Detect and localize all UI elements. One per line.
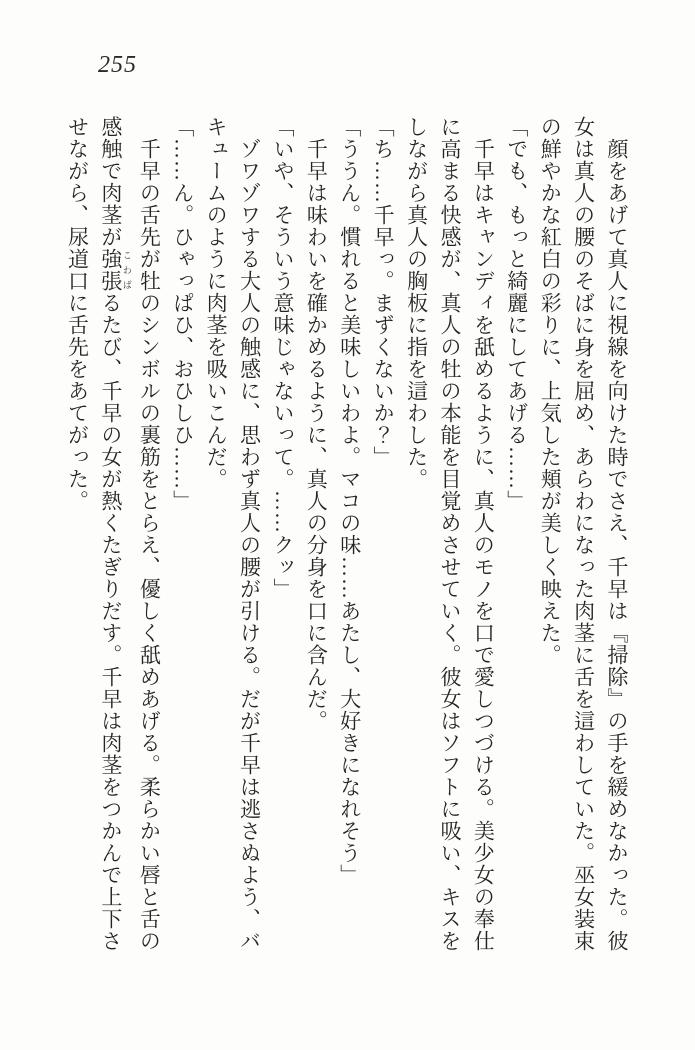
furigana: こわば bbox=[121, 248, 132, 292]
text-line: 女は真人の腰のそばに身を屈め、あらわになった肉茎に舌を這わしていた。巫女装束 bbox=[571, 116, 596, 952]
text-line: に高まる快感が、真人の牡の本能を目覚めさせていく。彼女はソフトに吸い、キスを bbox=[437, 116, 462, 952]
ruby-annotated-word: 強張 こわば bbox=[98, 248, 132, 292]
text-line: 「……ん。ひゃっぱひ、おひしひ……」 bbox=[170, 116, 195, 512]
text-line: 「でも、もっと綺麗にしてあげる……」 bbox=[504, 116, 529, 512]
text-line: 千早の舌先が牡のシンボルの裏筋をとらえ、優しく舐めあげる。柔らかい唇と舌の bbox=[137, 138, 162, 952]
text-line: ゾワゾワする大人の触感に、思わず真人の腰が引ける。だが千早は逃さぬよう、バ bbox=[237, 138, 262, 952]
text-line: せながら、尿道口に舌先をあてがった。 bbox=[65, 116, 90, 512]
text-line: 「いや、そういう意味じゃないって。……クッ」 bbox=[270, 116, 295, 600]
text-line: 顔をあげて真人に視線を向けた時でさえ、千早は『掃除』の手を緩めなかった。彼 bbox=[605, 138, 629, 952]
text-line: 千早は味わいを確かめるように、真人の分身を口に含んだ。 bbox=[304, 138, 329, 732]
text-line: 感触で肉茎が強張 こわばるたび、千早の女が熱くたぎりだす。千早は肉茎をつかんで上下さ bbox=[98, 116, 132, 952]
text-line: 千早はキャンディを舐めるように、真人のモノを口で愛しつづける。美少女の奉仕 bbox=[471, 138, 496, 952]
text-line: 「ううん。慣れると美味しいわよ。マコの味……あたし、大好きになれそう」 bbox=[337, 116, 362, 886]
page-number: 255 bbox=[98, 52, 137, 78]
text-line: 「ち……千早っ。まずくないか？」 bbox=[371, 116, 396, 468]
vertical-text-block bbox=[63, 116, 633, 960]
text-line: キュームのように肉茎を吸いこんだ。 bbox=[204, 116, 229, 490]
text-line: の鮮やかな紅白の彩りに、上気した頬が美しく映えた。 bbox=[538, 116, 563, 666]
text-line: しながら真人の胸板に指を這わした。 bbox=[404, 116, 429, 490]
